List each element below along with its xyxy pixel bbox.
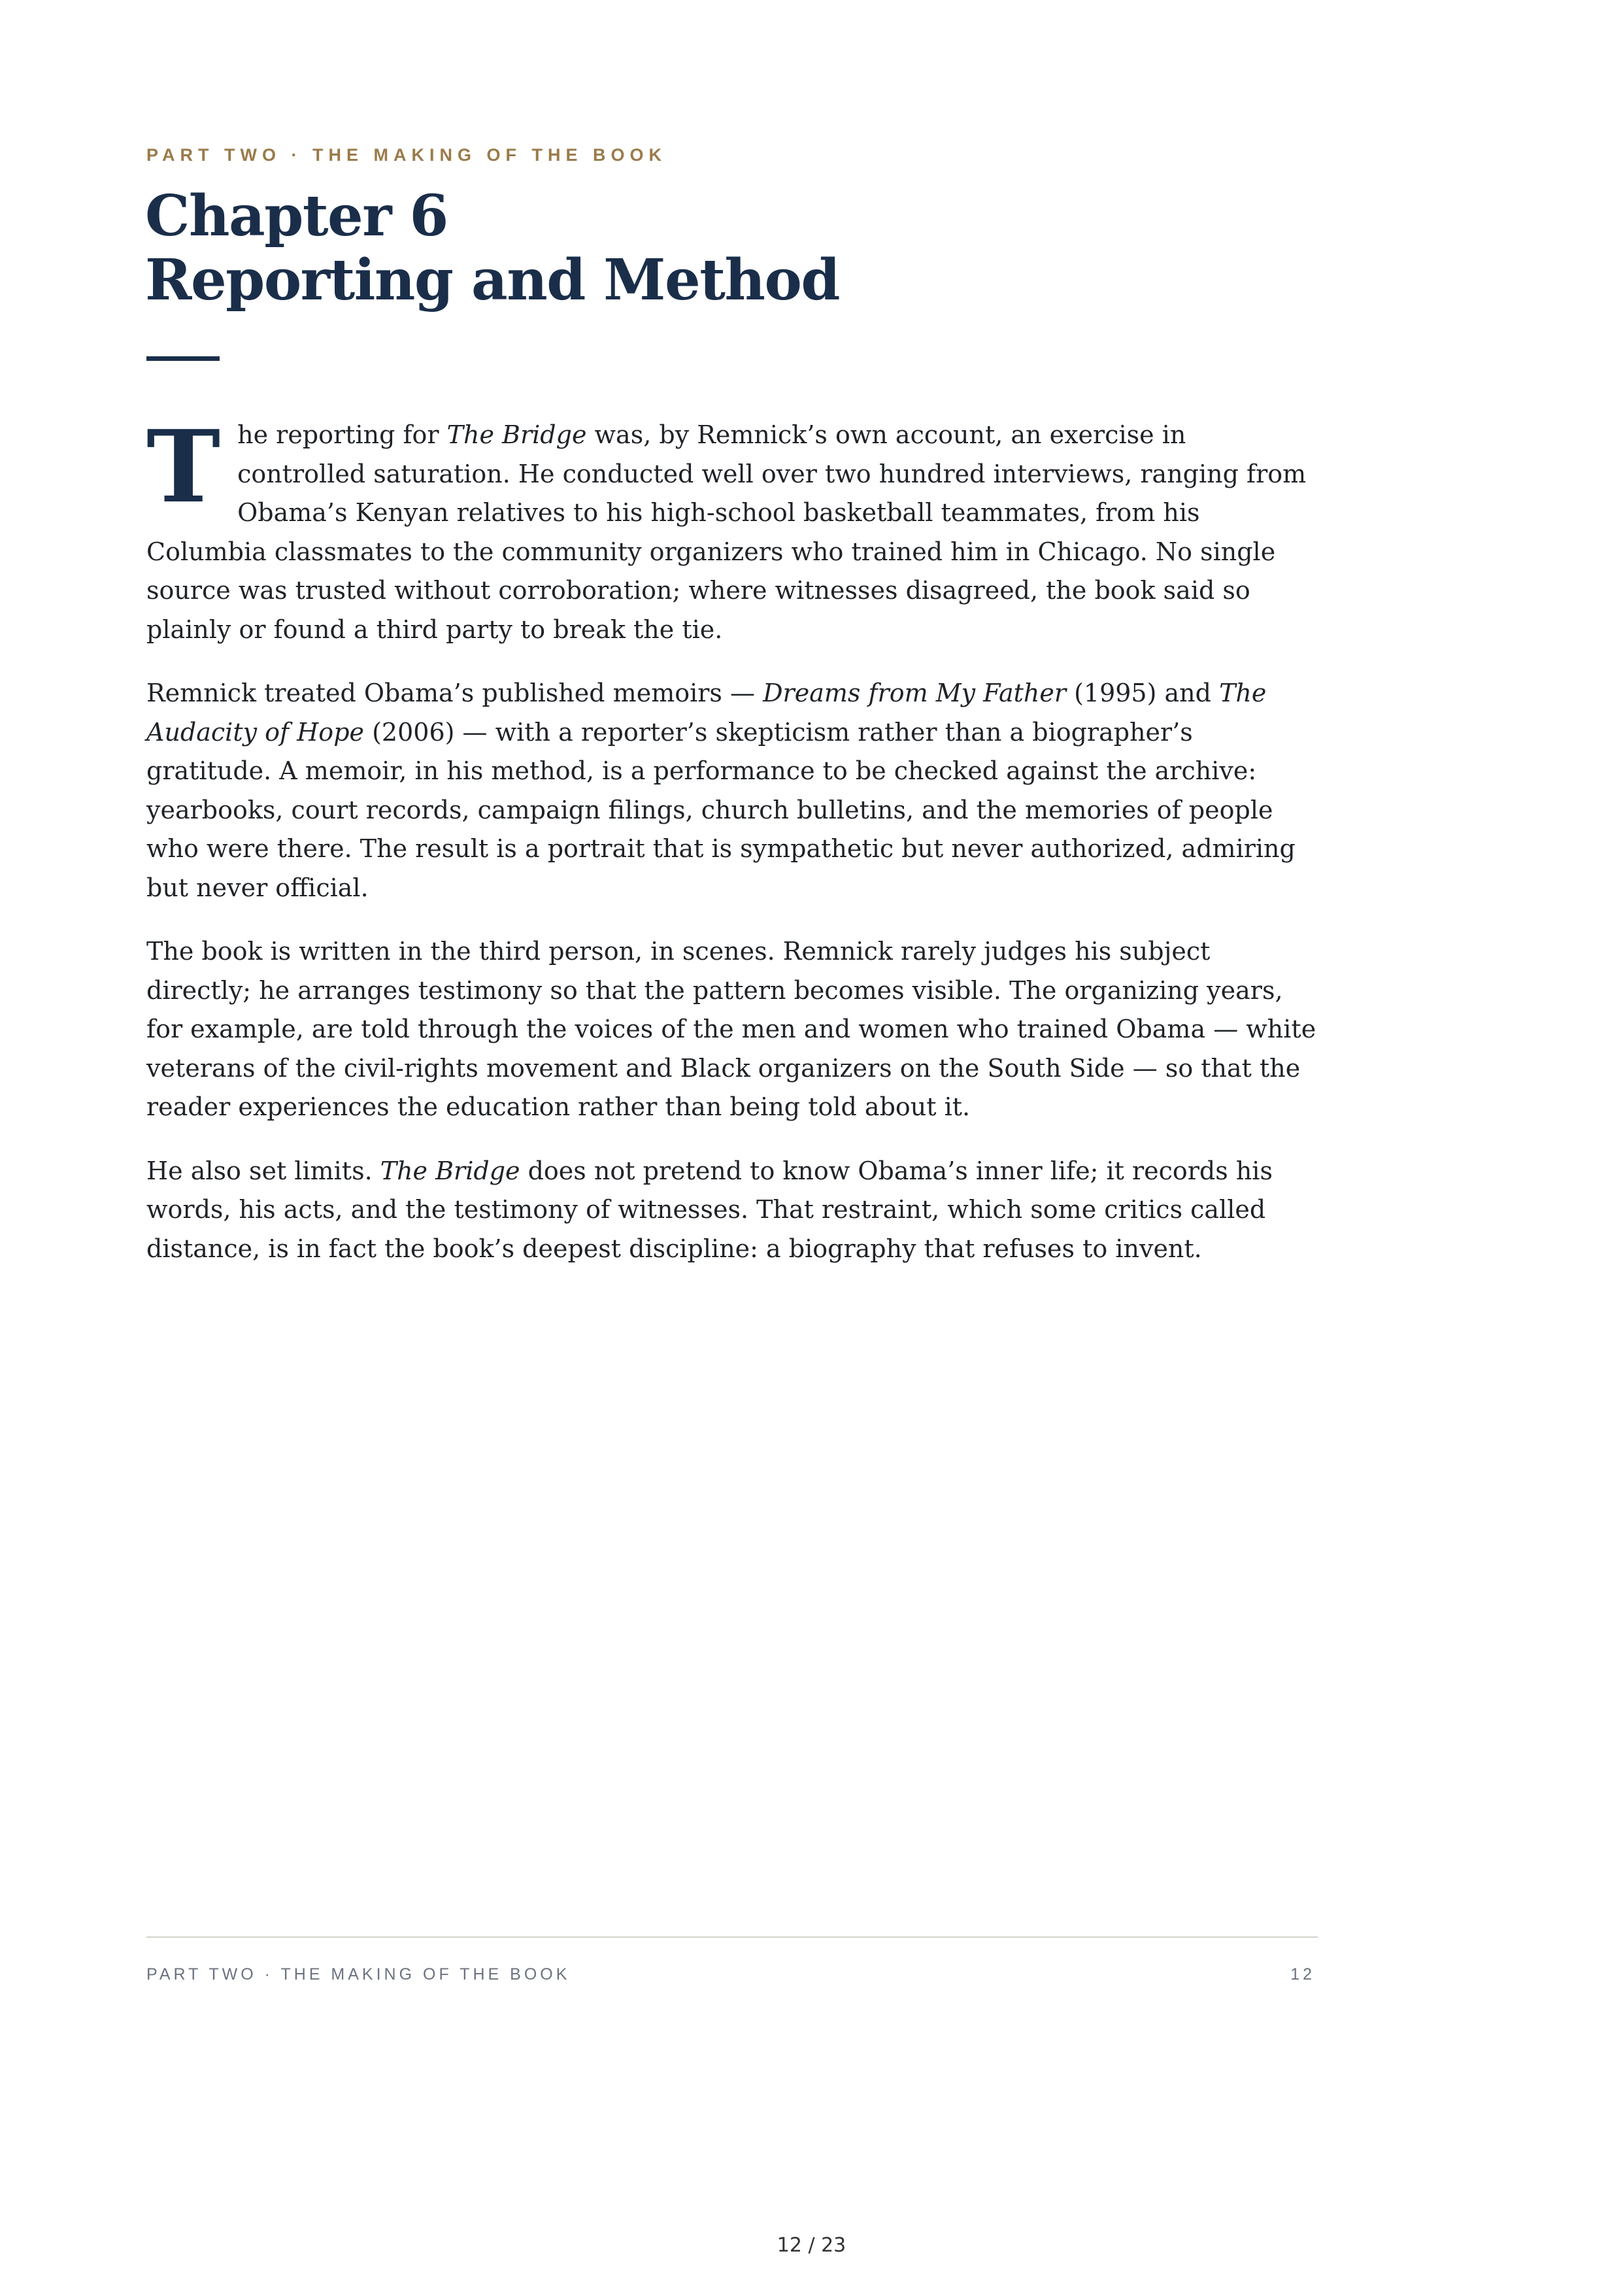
chapter-label: Chapter 6 <box>145 183 448 249</box>
section-eyebrow: PART TWO · THE MAKING OF THE BOOK <box>146 145 667 165</box>
chapter-heading <box>145 184 839 312</box>
running-footer: PART TWO · THE MAKING OF THE BOOK <box>146 1965 571 1984</box>
paragraph-1-text-a: he reporting for <box>237 420 447 449</box>
chapter-body <box>146 408 1318 1293</box>
paragraph-4-text-b: does not pretend to know Obama’s inner life; it records his words, his acts, and the testimony of witnesses. That restraint, which some critics called distance, is in fact the book’s deepest discipline: a biography that refuses to invent. <box>146 1156 1273 1263</box>
book-title-italic: The Bridge <box>380 1156 520 1185</box>
memoir-title-italic-1: Dreams from My Father <box>763 679 1066 707</box>
footer-page-number: 12 <box>1290 1965 1315 1984</box>
paragraph-1-text-b: was, by Remnick’s own account, an exercise in controlled saturation. He conducted well over two hundred interviews, ranging from Obama’s Kenyan relatives to his high-school basketball teammates, from his Columbia classmates to the community organizers who trained him in Chicago. No single source was trusted without corroboration; where witnesses disagreed, the book said so plainly or found a third party to break the tie. <box>146 420 1307 644</box>
paragraph-3-text: The book is written in the third person, in scenes. Remnick rarely judges his subject directly; he arranges testimony so that the pattern becomes visible. The organizing years, for example, are told through the voices of the men and women who trained Obama — white veterans of the civil-rights movement and Black organizers on the South Side — so that the reader experiences the education rather than being told about it. <box>146 937 1316 1121</box>
paragraph-2-text-a: Remnick treated Obama’s published memoirs — <box>146 679 763 707</box>
chapter-title: Reporting and Method <box>145 247 839 313</box>
paragraph-1 <box>146 408 1318 649</box>
viewer-page-indicator: 12 / 23 <box>777 2234 846 2257</box>
memoir-title-italic-2: The Audacity of Hope <box>146 679 1267 747</box>
heading-accent-rule <box>146 356 220 361</box>
drop-cap: T <box>146 408 221 525</box>
footer-divider <box>146 1936 1318 1938</box>
paragraph-2-text-b: (1995) and <box>1066 679 1220 707</box>
paragraph-2-text-c: (2006) — with a reporter’s skepticism rather than a biographer’s gratitude. A memoir, in his method, is a performance to be checked against the archive: yearbooks, court records, campaign filings, church bulletins, and the memories of people who were there. The result is a portrait that is sympathetic but never authorized, admiring but never official. <box>146 717 1296 902</box>
paragraph-3 <box>146 932 1318 1127</box>
paragraph-4 <box>146 1152 1318 1269</box>
paragraph-4-text-a: He also set limits. <box>146 1156 380 1185</box>
book-title-italic: The Bridge <box>446 420 587 449</box>
paragraph-2 <box>146 674 1318 907</box>
